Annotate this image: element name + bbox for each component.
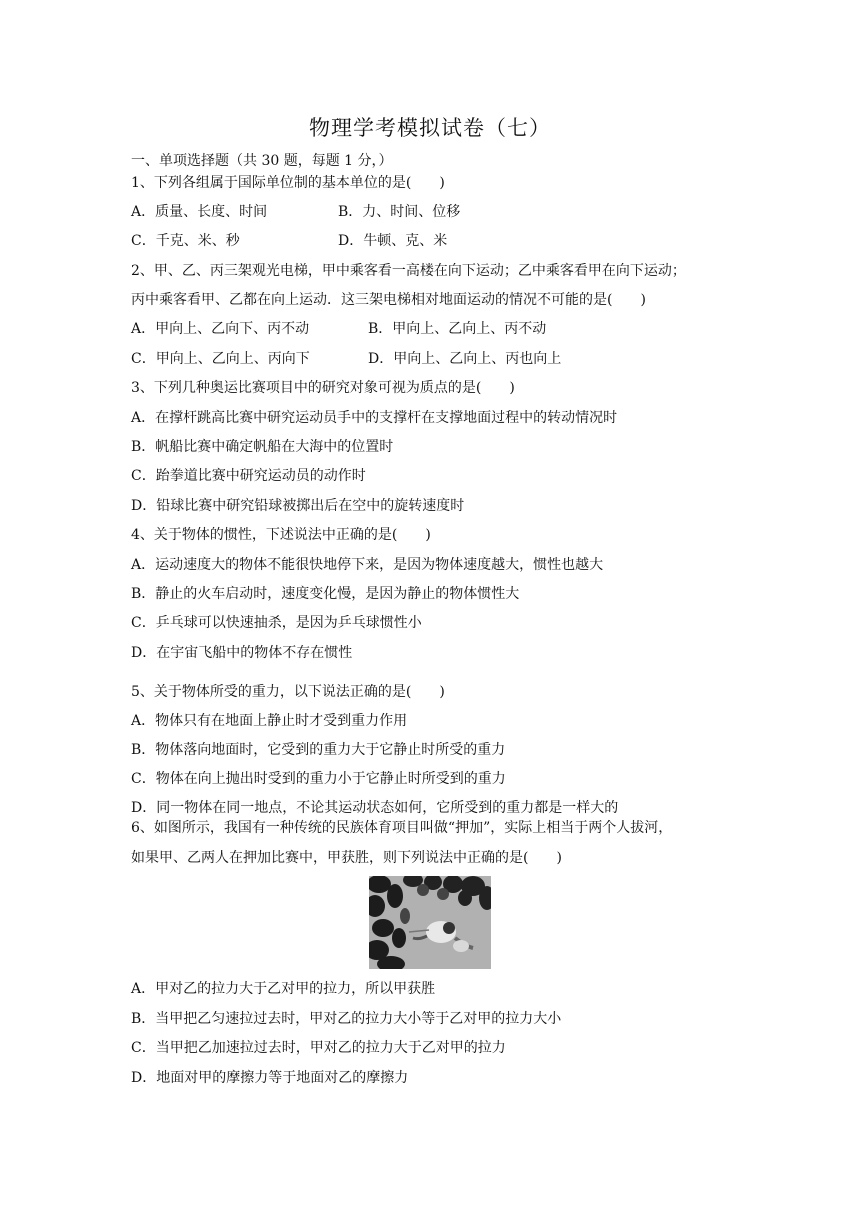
- question-2-stem-line-2: 丙中乘客看甲、乙都在向上运动．这三架电梯相对地面运动的情况不可能的是( ): [131, 292, 646, 308]
- question-6-option-d: D．地面对甲的摩擦力等于地面对乙的摩擦力: [131, 1070, 409, 1086]
- question-5-option-b: B．物体落向地面时，它受到的重力大于它静止时所受的重力: [131, 742, 506, 758]
- question-6-option-c: C．当甲把乙加速拉过去时，甲对乙的拉力大于乙对甲的拉力: [131, 1040, 506, 1056]
- question-3-stem: 3、下列几种奥运比赛项目中的研究对象可视为质点的是( ): [131, 380, 515, 396]
- question-1-option-d: D．牛顿、克、米: [338, 233, 448, 249]
- question-3-option-d: D．铅球比赛中研究铅球被掷出后在空中的旋转速度时: [131, 498, 465, 514]
- question-5-stem: 5、关于物体所受的重力，以下说法正确的是( ): [131, 684, 445, 700]
- question-6-stem-line-2: 如果甲、乙两人在押加比赛中，甲获胜，则下列说法中正确的是( ): [131, 850, 562, 866]
- question-2-option-b: B．甲向上、乙向上、丙不动: [368, 321, 547, 337]
- question-6-option-b: B．当甲把乙匀速拉过去时，甲对乙的拉力大小等于乙对甲的拉力大小: [131, 1011, 562, 1027]
- question-3-option-c: C．跆拳道比赛中研究运动员的动作时: [131, 468, 366, 484]
- question-4-stem: 4、关于物体的惯性，下述说法中正确的是( ): [131, 527, 431, 543]
- page-title: 物理学考模拟试卷（七）: [309, 116, 551, 140]
- question-2-option-a: A．甲向上、乙向下、丙不动: [131, 321, 310, 337]
- question-6-stem-line-1: 6、如图所示，我国有一种传统的民族体育项目叫做“押加”，实际上相当于两个人拔河，: [131, 820, 673, 836]
- question-1-option-a: A．质量、长度、时间: [131, 204, 268, 220]
- question-5-option-c: C．物体在向上抛出时受到的重力小于它静止时所受到的重力: [131, 771, 506, 787]
- question-1-stem: 1、下列各组属于国际单位制的基本单位的是( ): [131, 175, 445, 191]
- question-4-option-a: A．运动速度大的物体不能很快地停下来，是因为物体速度越大，惯性也越大: [131, 557, 604, 573]
- question-6-option-a: A．甲对乙的拉力大于乙对甲的拉力，所以甲获胜: [131, 981, 436, 997]
- question-1-option-b: B．力、时间、位移: [338, 204, 461, 220]
- question-2-stem-line-1: 2、甲、乙、丙三架观光电梯，甲中乘客看一高楼在向下运动；乙中乘客看甲在向下运动；: [131, 263, 686, 279]
- question-2-option-d: D．甲向上、乙向上、丙也向上: [368, 351, 562, 367]
- question-3-option-b: B．帆船比赛中确定帆船在大海中的位置时: [131, 439, 394, 455]
- question-4-option-b: B．静止的火车启动时，速度变化慢，是因为静止的物体惯性大: [131, 586, 520, 602]
- question-5-option-a: A．物体只有在地面上静止时才受到重力作用: [131, 713, 408, 729]
- tug-of-war-photo: [369, 876, 491, 969]
- question-3-option-a: A．在撑杆跳高比赛中研究运动员手中的支撑杆在支撑地面过程中的转动情况时: [131, 410, 618, 426]
- tug-of-war-photo-drawing: [369, 876, 491, 969]
- question-1-option-c: C．千克、米、秒: [131, 233, 240, 249]
- question-5-option-d: D．同一物体在同一地点，不论其运动状态如何，它所受到的重力都是一样大的: [131, 800, 619, 816]
- question-4-option-d: D．在宇宙飞船中的物体不存在惯性: [131, 645, 353, 661]
- section-heading: 一、单项选择题（共 30 题，每题 1 分，）: [131, 153, 393, 169]
- question-2-option-c: C．甲向上、乙向上、丙向下: [131, 351, 310, 367]
- question-4-option-c: C．乒乓球可以快速抽杀，是因为乒乓球惯性小: [131, 615, 422, 631]
